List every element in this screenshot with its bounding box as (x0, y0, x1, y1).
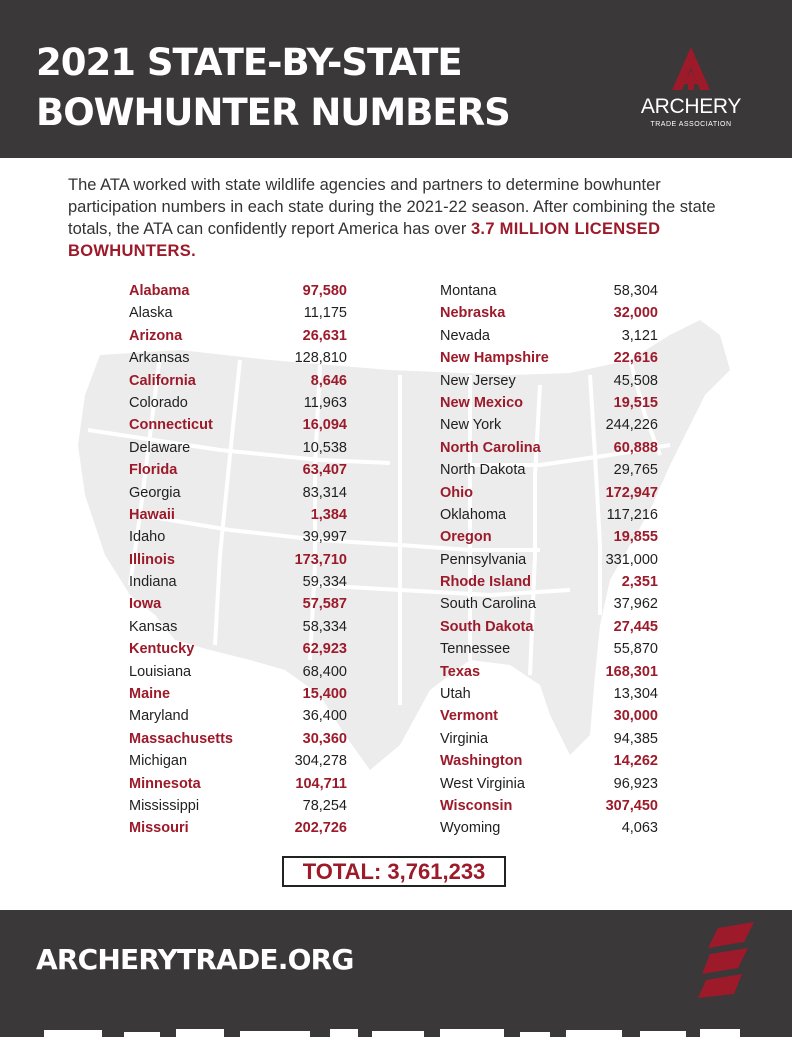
bowhunter-count: 60,888 (613, 439, 658, 456)
bowhunter-count: 1,384 (310, 506, 347, 523)
state-name: Iowa (129, 596, 162, 613)
state-row (129, 549, 347, 571)
state-name: Texas (440, 663, 481, 680)
logo-subtitle: TRADE ASSOCIATION (650, 121, 732, 128)
bowhunter-count: 29,765 (613, 462, 658, 479)
state-row (129, 705, 347, 727)
bowhunter-count: 10,538 (302, 439, 347, 456)
state-row (440, 795, 658, 817)
bowhunter-count: 331,000 (605, 551, 658, 568)
bowhunter-count: 97,580 (302, 283, 347, 299)
chevron-mark-icon (698, 922, 758, 998)
bowhunter-count: 78,254 (302, 797, 347, 814)
state-name: Wyoming (440, 820, 501, 837)
state-name: Missouri (129, 820, 189, 837)
bowhunter-count: 26,631 (302, 327, 347, 344)
state-row (440, 347, 658, 369)
bowhunter-count: 36,400 (302, 708, 347, 725)
bowhunter-count: 39,997 (302, 529, 347, 546)
bowhunter-count: 304,278 (294, 753, 347, 770)
state-row (440, 616, 658, 638)
bowhunter-count: 19,855 (613, 529, 658, 546)
state-row (129, 370, 347, 392)
intro-highlight: 3.7 MILLION LICENSED BOWHUNTERS. (68, 220, 661, 260)
bowhunter-count: 11,963 (303, 394, 347, 411)
bowhunter-count: 117,216 (606, 506, 658, 523)
bowhunter-count: 307,450 (605, 797, 658, 814)
bowhunter-count: 83,314 (302, 484, 347, 501)
state-row (129, 638, 347, 660)
state-name: Alaska (129, 305, 173, 322)
state-row (129, 817, 347, 839)
bowhunter-count: 202,726 (294, 820, 347, 837)
bowhunter-count: 104,711 (295, 775, 347, 792)
state-row (440, 280, 658, 302)
bowhunter-count: 59,334 (302, 574, 347, 591)
state-row (129, 347, 347, 369)
state-row (440, 750, 658, 772)
intro-text: The ATA worked with state wildlife agencies and partners to determine bowhunter participation numbers in each state during the 2021-22 season. After combining the state totals, the ATA can confidently report America has over (68, 176, 716, 238)
state-row (440, 705, 658, 727)
state-row (440, 526, 658, 548)
bowhunter-count: 58,334 (302, 618, 347, 635)
state-row (129, 526, 347, 548)
state-name: Oklahoma (440, 506, 507, 523)
bowhunter-count: 55,870 (613, 641, 658, 658)
state-row (440, 437, 658, 459)
state-name: Hawaii (129, 506, 175, 523)
state-name: Connecticut (129, 417, 213, 434)
bowhunter-count: 96,923 (613, 775, 658, 792)
state-name: Arkansas (129, 350, 190, 367)
state-name: South Dakota (440, 618, 534, 635)
state-name: New Mexico (440, 394, 523, 411)
bowhunter-count: 68,400 (302, 663, 347, 680)
total-count: TOTAL: 3,761,233 (282, 856, 506, 887)
state-row (129, 414, 347, 436)
state-row (129, 683, 347, 705)
state-name: New Hampshire (440, 350, 549, 367)
bowhunter-count: 128,810 (294, 350, 347, 367)
state-row (440, 593, 658, 615)
state-name: Ohio (440, 484, 474, 501)
website-url[interactable]: ARCHERYTRADE.ORG (36, 943, 354, 976)
bowhunter-count: 32,000 (613, 305, 658, 322)
state-name: Pennsylvania (440, 551, 527, 568)
state-row (129, 593, 347, 615)
state-name: Mississippi (129, 797, 200, 814)
state-row (440, 482, 658, 504)
state-row (129, 750, 347, 772)
state-name: West Virginia (440, 775, 525, 792)
state-row (440, 683, 658, 705)
state-name: Colorado (129, 394, 188, 411)
state-name: North Dakota (440, 462, 526, 479)
state-row (129, 504, 347, 526)
state-name: Nebraska (440, 305, 506, 322)
state-row (440, 661, 658, 683)
state-row (129, 795, 347, 817)
state-name: Kansas (129, 618, 178, 635)
state-row (129, 280, 347, 302)
state-row (129, 773, 347, 795)
state-row (440, 392, 658, 414)
bowhunter-count: 58,304 (613, 283, 658, 299)
state-name: Wisconsin (440, 797, 513, 814)
bowhunter-count: 244,226 (605, 417, 658, 434)
state-name: Delaware (129, 439, 191, 456)
bowhunter-count: 13,304 (613, 686, 658, 703)
bowhunter-count: 168,301 (605, 663, 658, 680)
logo-name: ARCHERY (640, 95, 742, 118)
state-row (440, 302, 658, 324)
bowhunter-count: 19,515 (613, 394, 658, 411)
ata-logo (632, 46, 750, 136)
bowhunter-count: 4,063 (621, 820, 658, 837)
bowhunter-count: 15,400 (302, 686, 347, 703)
bowhunter-count: 27,445 (613, 618, 658, 635)
intro-paragraph (68, 174, 728, 262)
bowhunter-count: 63,407 (302, 462, 347, 479)
state-name: Tennessee (440, 641, 511, 658)
state-row (440, 638, 658, 660)
state-row (129, 661, 347, 683)
state-name: Idaho (129, 529, 166, 546)
states-column-right (440, 280, 658, 840)
bowhunter-count: 8,646 (310, 372, 347, 389)
state-name: Virginia (440, 730, 489, 747)
state-name: Georgia (129, 484, 181, 501)
state-row (129, 571, 347, 593)
state-row (440, 549, 658, 571)
state-name: Minnesota (129, 775, 201, 792)
bowhunter-count: 11,175 (303, 305, 347, 322)
bowhunter-count: 2,351 (621, 574, 658, 591)
state-row (129, 325, 347, 347)
state-row (440, 571, 658, 593)
state-row (129, 728, 347, 750)
page-title: 2021 STATE-BY-STATE BOWHUNTER NUMBERS (36, 41, 510, 134)
bowhunter-count: 62,923 (302, 641, 347, 658)
bowhunter-count: 16,094 (302, 417, 347, 434)
state-name: Michigan (129, 753, 188, 770)
state-name: New York (440, 417, 502, 434)
state-row (129, 302, 347, 324)
state-name: California (129, 372, 196, 389)
state-name: Maine (129, 686, 171, 703)
state-name: Maryland (129, 708, 189, 725)
state-name: Illinois (129, 551, 175, 568)
state-name: Kentucky (129, 641, 195, 658)
state-name: Oregon (440, 529, 492, 546)
state-name: Massachusetts (129, 730, 233, 747)
state-row (129, 392, 347, 414)
bowhunter-count: 94,385 (613, 730, 658, 747)
bowhunter-count: 45,508 (613, 372, 658, 389)
state-row (440, 817, 658, 839)
state-name: Vermont (440, 708, 499, 725)
state-row (440, 728, 658, 750)
state-name: Rhode Island (440, 574, 532, 591)
state-name: Washington (440, 753, 523, 770)
state-row (440, 370, 658, 392)
state-name: Arizona (129, 327, 183, 344)
state-name: Utah (440, 686, 471, 703)
state-name: Florida (129, 462, 178, 479)
state-name: Indiana (129, 574, 177, 591)
state-row (440, 773, 658, 795)
bowhunter-count: 22,616 (613, 350, 658, 367)
state-name: South Carolina (440, 596, 536, 613)
state-name: New Jersey (440, 372, 516, 389)
bowhunter-count: 3,121 (621, 327, 658, 344)
state-name: Louisiana (129, 663, 192, 680)
state-row (129, 616, 347, 638)
state-row (440, 504, 658, 526)
state-name: Nevada (440, 327, 490, 344)
state-name: Montana (440, 283, 497, 299)
bowhunter-count: 30,360 (302, 730, 347, 747)
bowhunter-count: 30,000 (613, 708, 658, 725)
bowhunter-count: 173,710 (294, 551, 347, 568)
state-row (440, 325, 658, 347)
bowhunter-count: 172,947 (605, 484, 658, 501)
state-row (129, 459, 347, 481)
state-row (129, 437, 347, 459)
bowhunter-count: 37,962 (613, 596, 658, 613)
state-name: North Carolina (440, 439, 541, 456)
states-column-left (129, 280, 347, 840)
bowhunter-count: 14,262 (613, 753, 658, 770)
state-row (440, 459, 658, 481)
bottom-texture-strip (0, 1026, 792, 1037)
bowhunter-count: 57,587 (302, 596, 347, 613)
state-row (129, 482, 347, 504)
arrowhead-logo-icon (670, 46, 712, 92)
state-row (440, 414, 658, 436)
state-name: Alabama (129, 283, 190, 299)
